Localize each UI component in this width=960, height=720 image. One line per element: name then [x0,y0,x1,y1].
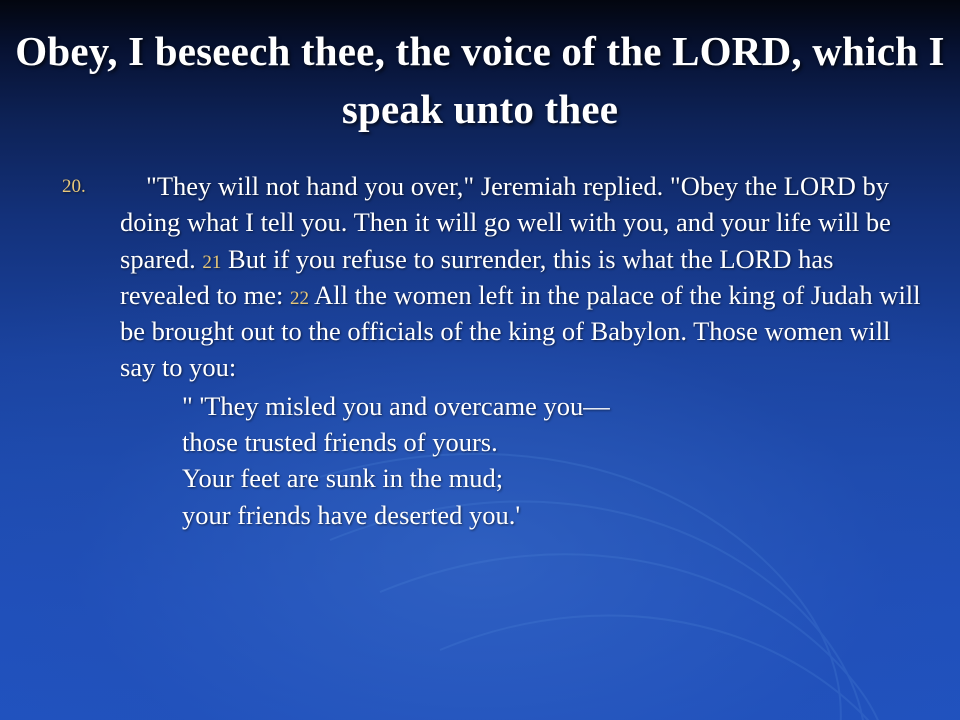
poetry-line: " 'They misled you and overcame you— [182,390,610,421]
poetry-block [52,388,924,533]
verse-number-22: 22 [289,287,309,309]
poetry-line: those trusted friends of yours. [182,427,498,458]
scripture-paragraph [52,168,924,386]
poetry-line: your friends have deserted you.' [182,499,521,530]
page-title: Obey, I beseech thee, the voice of the LORD, which I speak unto thee [15,28,945,133]
slide-body [52,168,924,533]
scripture-segment-2: But if you refuse to surrender, this is what the LORD has revealed to me: [120,243,834,310]
verse-number-21: 21 [202,251,222,273]
poetry-line: Your feet are sunk in the mud; [182,463,504,494]
scripture-segment-1: "They will not hand you over," Jeremiah replied. "Obey the LORD by doing what I tell you. Then it will go well with you, and your life will be spared. [120,171,891,274]
scripture-segment-3: All the women left in the palace of the king of Judah will be brought out to the officials of the king of Babylon. Those women will say to you: [120,279,921,383]
verse-number-20: 20. [62,176,86,197]
